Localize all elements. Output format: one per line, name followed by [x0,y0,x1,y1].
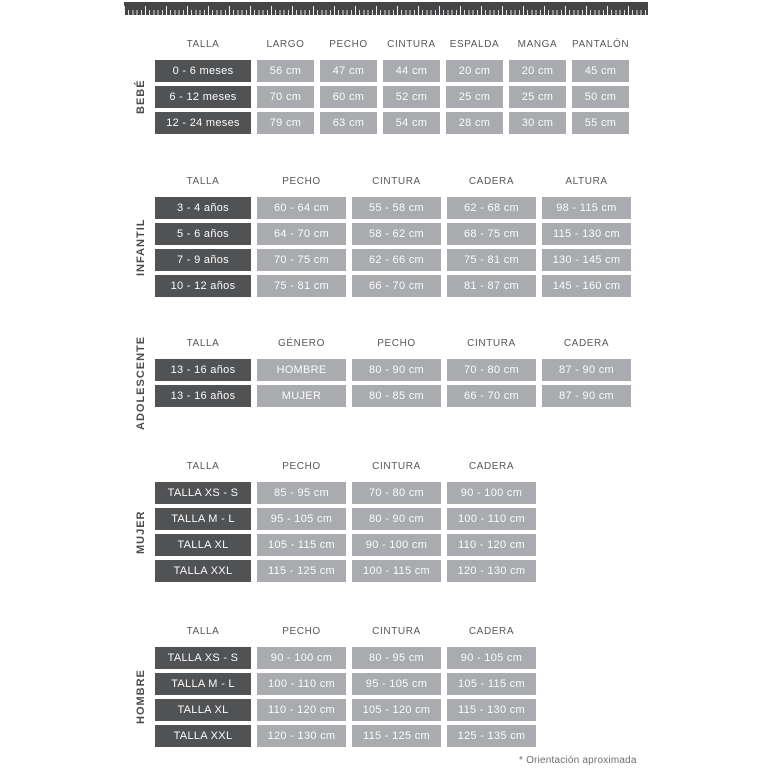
column-header-row [155,175,631,187]
measurement-cell: 56 cm [257,60,314,82]
size-label-cell: 7 - 9 años [155,249,251,271]
table-row [155,60,629,82]
column-header-cadera: CADERA [468,625,515,637]
measurement-cell: 90 - 100 cm [257,647,346,669]
measurement-cell: 50 cm [572,86,629,108]
size-label-cell: TALLA XS - S [155,647,251,669]
column-header-cadera: CADERA [563,337,610,349]
measurement-cell: 75 - 81 cm [447,249,536,271]
measurement-cell: 44 cm [383,60,440,82]
table-row [155,197,631,219]
section-label-adolescente: ADOLESCENTE [135,335,147,431]
table-row [155,560,536,582]
measurement-cell: 100 - 110 cm [257,673,346,695]
footnote: * Orientación aproximada [519,755,637,766]
measurement-cell: 81 - 87 cm [447,275,536,297]
measurement-cell: 87 - 90 cm [542,385,631,407]
measurement-cell: 20 cm [509,60,566,82]
measurement-cell: 20 cm [446,60,503,82]
column-header-cadera: CADERA [468,460,515,472]
size-label-cell: TALLA M - L [155,508,251,530]
measurement-cell: 115 - 125 cm [352,725,441,747]
table-row [155,223,631,245]
size-table-infantil [135,175,631,297]
size-table-adolescente [135,335,631,431]
measurement-cell: 87 - 90 cm [542,359,631,381]
measurement-cell: 55 - 58 cm [352,197,441,219]
column-header-talla: TALLA [186,460,220,472]
measurement-cell: 95 - 105 cm [257,508,346,530]
table-row [155,508,536,530]
measurement-cell: 125 - 135 cm [447,725,536,747]
measurement-cell: 47 cm [320,60,377,82]
section-label-mujer: MUJER [135,510,147,554]
measurement-cell: 115 - 130 cm [542,223,631,245]
table-row [155,249,631,271]
measurement-cell: 110 - 120 cm [447,534,536,556]
column-header-row [155,460,536,472]
table-row [155,359,631,381]
table-row [155,647,536,669]
size-table-mujer [135,460,536,582]
measurement-cell: 80 - 90 cm [352,508,441,530]
measurement-cell: 100 - 110 cm [447,508,536,530]
measurement-cell: 105 - 115 cm [447,673,536,695]
measurement-cell: 115 - 130 cm [447,699,536,721]
measurement-cell: 90 - 105 cm [447,647,536,669]
table-row [155,86,629,108]
size-label-cell: 6 - 12 meses [155,86,251,108]
size-table-hombre [135,625,536,747]
size-label-cell: 13 - 16 años [155,385,251,407]
table-row [155,673,536,695]
table-body [155,647,536,747]
measurement-cell: 66 - 70 cm [352,275,441,297]
table-body [155,482,536,582]
measurement-cell: 28 cm [446,112,503,134]
measurement-cell: HOMBRE [257,359,346,381]
size-label-cell: TALLA XS - S [155,482,251,504]
measurement-cell: 60 cm [320,86,377,108]
size-label-cell: TALLA XL [155,534,251,556]
measurement-cell: 58 - 62 cm [352,223,441,245]
column-header-largo: LARGO [266,38,305,50]
measurement-cell: 79 cm [257,112,314,134]
measurement-cell: 80 - 85 cm [352,385,441,407]
measurement-cell: 105 - 120 cm [352,699,441,721]
column-header-pecho: PECHO [377,337,416,349]
section-label-bebe: BEBÉ [135,79,147,115]
measurement-cell: 80 - 95 cm [352,647,441,669]
measurement-cell: 120 - 130 cm [447,560,536,582]
measurement-cell: 110 - 120 cm [257,699,346,721]
measurement-cell: 75 - 81 cm [257,275,346,297]
table-body [155,197,631,297]
measurement-cell: 62 - 66 cm [352,249,441,271]
measurement-cell: 70 - 80 cm [447,359,536,381]
column-header-cintura: CINTURA [387,38,436,50]
measurement-cell: 115 - 125 cm [257,560,346,582]
size-label-cell: 5 - 6 años [155,223,251,245]
measurement-cell: 62 - 68 cm [447,197,536,219]
size-label-cell: 3 - 4 años [155,197,251,219]
measurement-cell: 90 - 100 cm [352,534,441,556]
measurement-cell: 68 - 75 cm [447,223,536,245]
column-header-pecho: PECHO [282,460,321,472]
column-header-espalda: ESPALDA [449,38,500,50]
column-header-talla: TALLA [186,625,220,637]
size-label-cell: 10 - 12 años [155,275,251,297]
column-header-pecho: PECHO [282,625,321,637]
table-row [155,699,536,721]
measurement-cell: 80 - 90 cm [352,359,441,381]
measurement-cell: 30 cm [509,112,566,134]
column-header-cintura: CINTURA [467,337,516,349]
measurement-cell: 120 - 130 cm [257,725,346,747]
size-label-cell: 13 - 16 años [155,359,251,381]
measuring-tape-ruler-icon [124,2,648,15]
table-row [155,725,536,747]
column-header-cintura: CINTURA [372,175,421,187]
measurement-cell: 85 - 95 cm [257,482,346,504]
column-header-genero: GÉNERO [278,337,325,349]
table-row [155,112,629,134]
measurement-cell: 130 - 145 cm [542,249,631,271]
measurement-cell: 90 - 100 cm [447,482,536,504]
table-row [155,275,631,297]
column-header-cintura: CINTURA [372,460,421,472]
measurement-cell: 25 cm [446,86,503,108]
column-header-altura: ALTURA [565,175,608,187]
section-label-hombre: HOMBRE [135,669,147,725]
measurement-cell: 145 - 160 cm [542,275,631,297]
measurement-cell: 95 - 105 cm [352,673,441,695]
size-label-cell: 12 - 24 meses [155,112,251,134]
column-header-row [155,625,536,637]
measurement-cell: 52 cm [383,86,440,108]
measurement-cell: 45 cm [572,60,629,82]
measurement-cell: 70 - 80 cm [352,482,441,504]
size-table-bebe [135,38,630,134]
table-row [155,385,631,407]
size-label-cell: TALLA M - L [155,673,251,695]
measurement-cell: MUJER [257,385,346,407]
column-header-pantalon: PANTALÓN [572,38,630,50]
measurement-cell: 63 cm [320,112,377,134]
table-row [155,482,536,504]
measurement-cell: 70 - 75 cm [257,249,346,271]
column-header-talla: TALLA [186,175,220,187]
column-header-row [155,38,629,50]
measurement-cell: 64 - 70 cm [257,223,346,245]
column-header-cadera: CADERA [468,175,515,187]
column-header-row [155,337,631,349]
measurement-cell: 25 cm [509,86,566,108]
section-label-infantil: INFANTIL [135,218,147,276]
measurement-cell: 70 cm [257,86,314,108]
size-label-cell: 0 - 6 meses [155,60,251,82]
column-header-pecho: PECHO [329,38,368,50]
table-body [155,60,629,134]
measurement-cell: 105 - 115 cm [257,534,346,556]
table-row [155,534,536,556]
column-header-manga: MANGA [517,38,558,50]
column-header-talla: TALLA [186,337,220,349]
measurement-cell: 98 - 115 cm [542,197,631,219]
measurement-cell: 60 - 64 cm [257,197,346,219]
measurement-cell: 66 - 70 cm [447,385,536,407]
size-label-cell: TALLA XXL [155,725,251,747]
size-label-cell: TALLA XXL [155,560,251,582]
column-header-cintura: CINTURA [372,625,421,637]
measurement-cell: 54 cm [383,112,440,134]
table-body [155,359,631,407]
column-header-talla: TALLA [186,38,220,50]
size-label-cell: TALLA XL [155,699,251,721]
measurement-cell: 100 - 115 cm [352,560,441,582]
column-header-pecho: PECHO [282,175,321,187]
measurement-cell: 55 cm [572,112,629,134]
